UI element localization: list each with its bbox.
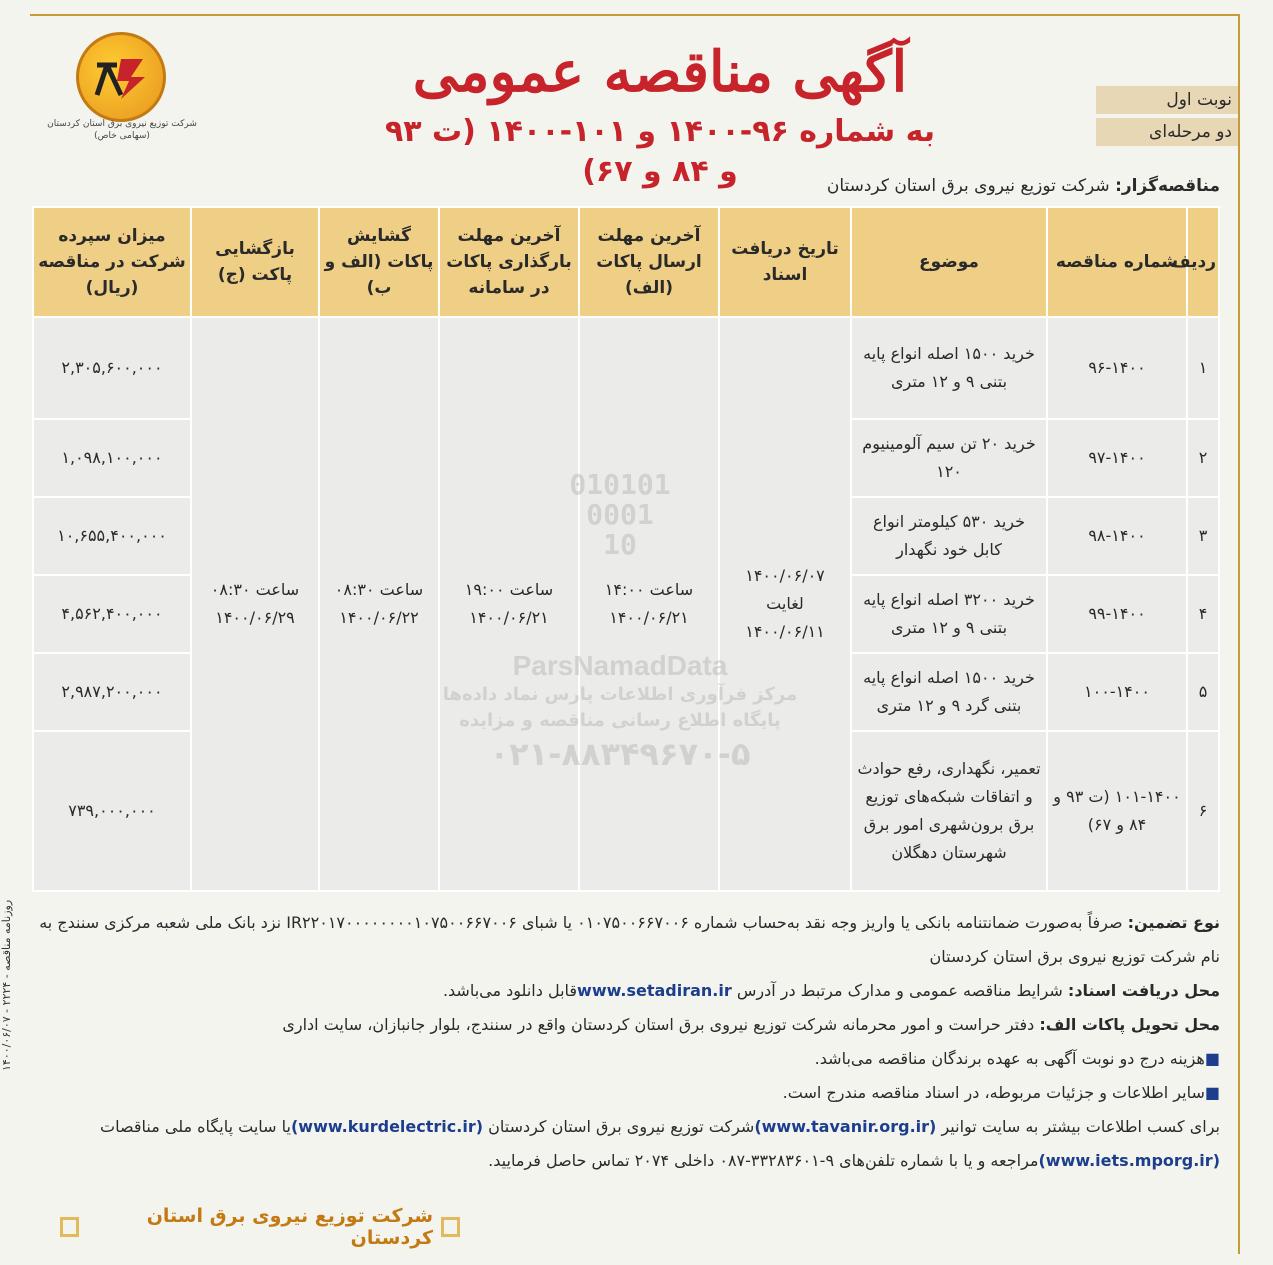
- footer-square-icon: [60, 1217, 79, 1237]
- logo-bolt-icon: [91, 51, 151, 103]
- watermark-binary: 010101: [569, 468, 671, 501]
- docs-tail: قابل دانلود می‌باشد.: [442, 981, 578, 1000]
- row-subject: خرید ۱۵۰۰ اصله انواع پایه بتنی ۹ و ۱۲ متری: [851, 317, 1047, 419]
- tender-number-subtitle: به شماره ۹۶-۱۴۰۰ و ۱۰۱-۱۴۰۰ (ت ۹۳ و ۸۴ و ۶۷): [384, 114, 936, 189]
- opening-c-cell: ساعت ۰۸:۳۰ ۱۴۰۰/۰۶/۲۹: [191, 317, 319, 891]
- holder-value: شرکت توزیع نیروی برق استان کردستان: [826, 176, 1110, 196]
- watermark-name: ParsNamadData: [512, 650, 728, 681]
- docs-text: شرایط مناقصه عمومی و مدارک مرتبط در آدرس: [736, 981, 1063, 1000]
- delivery-text: دفتر حراست و امور محرمانه شرکت توزیع نیروی برق استان کردستان واقع در سنندج، بلوار جانبازان، سایت اداری: [282, 1015, 1035, 1034]
- bullet-square-icon: ■: [1204, 1083, 1220, 1102]
- page-title: آگهی مناقصه عمومی: [412, 39, 908, 105]
- kurdelectric-link[interactable]: (www.kurdelectric.ir): [290, 1117, 484, 1136]
- row-number: ۳: [1187, 497, 1219, 575]
- row-number: ۵: [1187, 653, 1219, 731]
- tender-table: [32, 206, 1220, 892]
- guarantee-note: [20, 906, 1220, 974]
- setadiran-link[interactable]: www.setadiran.ir: [577, 981, 732, 1000]
- row-deposit: ۷۳۹,۰۰۰,۰۰۰: [33, 731, 191, 891]
- header-opening-ab: گشایش پاکات (الف و ب): [319, 207, 439, 317]
- badge-two-stage: دو مرحله‌ای: [1096, 118, 1238, 146]
- row-subject: خرید ۵۳۰ کیلومتر انواع کابل خود نگهدار: [851, 497, 1047, 575]
- row-tender-number: ۹۸-۱۴۰۰: [1047, 497, 1187, 575]
- opening-ab-cell: ساعت ۰۸:۳۰ ۱۴۰۰/۰۶/۲۲: [319, 317, 439, 891]
- info-text: مراجعه و یا با شماره تلفن‌های ۹-۳۳۲۸۳۶۰۱-۰۸۷ داخلی ۲۰۷۴ تماس حاصل فرمایید.: [488, 1151, 1039, 1170]
- docs-note: [20, 974, 1220, 1008]
- footer-square-icon: [441, 1217, 460, 1237]
- badge-first-notice: نوبت اول: [1096, 86, 1238, 114]
- row-subject: خرید ۳۲۰۰ اصله انواع پایه بتنی ۹ و ۱۲ متری: [851, 575, 1047, 653]
- row-deposit: ۱,۰۹۸,۱۰۰,۰۰۰: [33, 419, 191, 497]
- row-subject: خرید ۱۵۰۰ اصله انواع پایه بتنی گرد ۹ و ۱۲ متری: [851, 653, 1047, 731]
- row-tender-number: ۱۰۰-۱۴۰۰: [1047, 653, 1187, 731]
- logo-caption: شرکت توزیع نیروی برق استان کردستان (سهامی خاص): [47, 119, 197, 141]
- header-send-deadline: آخرین مهلت ارسال پاکات (الف): [579, 207, 719, 317]
- row-tender-number: ۹۹-۱۴۰۰: [1047, 575, 1187, 653]
- watermark-line1: مرکز فرآوری اطلاعات پارس نماد داده‌ها: [442, 684, 798, 705]
- docs-label: محل دریافت اسناد:: [1067, 981, 1220, 1000]
- delivery-note: [20, 1008, 1220, 1042]
- guarantee-label: نوع تضمین:: [1127, 913, 1220, 932]
- row-tender-number: ۱۰۱-۱۴۰۰ (ت ۹۳ و ۸۴ و ۶۷): [1047, 731, 1187, 891]
- bullet-square-icon: ■: [1204, 1049, 1220, 1068]
- header-tender-number: شماره مناقصه: [1047, 207, 1187, 317]
- upload-deadline-cell: ساعت ۱۹:۰۰ ۱۴۰۰/۰۶/۲۱: [439, 317, 579, 891]
- row-deposit: ۴,۵۶۲,۴۰۰,۰۰۰: [33, 575, 191, 653]
- header-doc-date: تاریخ دریافت اسناد: [719, 207, 851, 317]
- row-deposit: ۱۰,۶۵۵,۴۰۰,۰۰۰: [33, 497, 191, 575]
- header-subject: موضوع: [851, 207, 1047, 317]
- row-number: ۲: [1187, 419, 1219, 497]
- frame-right-line: [1238, 14, 1252, 1254]
- table-header-row: [33, 207, 1219, 317]
- bullet-item: [20, 1042, 1220, 1076]
- footer-brand: [60, 1205, 460, 1249]
- table-row: [33, 317, 1219, 419]
- info-note: [20, 1110, 1220, 1178]
- delivery-label: محل تحویل پاکات الف:: [1039, 1015, 1220, 1034]
- notes-section: [20, 906, 1220, 1178]
- row-number: ۶: [1187, 731, 1219, 891]
- send-deadline-cell: ساعت ۱۴:۰۰ ۱۴۰۰/۰۶/۲۱: [579, 317, 719, 891]
- info-text: شرکت توزیع نیروی برق استان کردستان: [488, 1117, 755, 1136]
- bullet-text: هزینه درج دو نوبت آگهی به عهده برندگان مناقصه می‌باشد.: [814, 1049, 1205, 1068]
- row-subject: تعمیر، نگهداری، رفع حوادث و اتفاقات شبکه‌های توزیع برق برون‌شهری امور برق شهرستان دهگلان: [851, 731, 1047, 891]
- row-subject: خرید ۲۰ تن سیم آلومینیوم ۱۲۰: [851, 419, 1047, 497]
- header-row-no: ردیف: [1187, 207, 1219, 317]
- row-number: ۱: [1187, 317, 1219, 419]
- watermark-binary: 10: [603, 528, 637, 561]
- holder-label: مناقصه‌گزار:: [1115, 176, 1220, 196]
- watermark-phone: ۰۲۱-۸۸۳۴۹۶۷۰-۵: [489, 735, 751, 773]
- info-text: یا سایت پایگاه ملی مناقصات: [100, 1117, 291, 1136]
- header-upload-deadline: آخرین مهلت بارگذاری پاکات در سامانه: [439, 207, 579, 317]
- tender-holder: [780, 176, 1220, 196]
- footer-company-name: شرکت توزیع نیروی برق استان کردستان: [146, 1205, 434, 1249]
- iets-link[interactable]: (www.iets.mporg.ir): [1038, 1151, 1220, 1170]
- watermark-line2: پایگاه اطلاع رسانی مناقصه و مزایده: [459, 710, 781, 731]
- row-number: ۴: [1187, 575, 1219, 653]
- row-tender-number: ۹۷-۱۴۰۰: [1047, 419, 1187, 497]
- info-text: برای کسب اطلاعات بیشتر به سایت توانیر: [941, 1117, 1220, 1136]
- row-deposit: ۲,۳۰۵,۶۰۰,۰۰۰: [33, 317, 191, 419]
- guarantee-text: صرفاً به‌صورت ضمانتنامه بانکی یا واریز وجه نقد به‌حساب شماره ۰۱۰۷۵۰۰۶۶۷۰۰۶ یا شبای IR۲۲۰۱۷۰۰۰۰۰۰۰۰۱۰۷۵۰۰۶۶۷۰۰۶ نزد بانک ملی شعبه مرکزی سنندج به نام شرکت توزیع نیروی برق استان کردستان: [39, 913, 1220, 966]
- side-note: روزنامه مناقصه - ۲۲۲۴ - ۱۴۰۰/۰۶/۰۷: [0, 900, 13, 1072]
- company-logo: [76, 32, 166, 122]
- row-tender-number: ۹۶-۱۴۰۰: [1047, 317, 1187, 419]
- bullet-item: [20, 1076, 1220, 1110]
- bullet-text: سایر اطلاعات و جزئیات مربوطه، در اسناد مناقصه مندرج است.: [782, 1083, 1205, 1102]
- tavanir-link[interactable]: (www.tavanir.org.ir): [754, 1117, 937, 1136]
- header-deposit: میزان سپرده شرکت در مناقصه (ریال): [33, 207, 191, 317]
- frame-top-line: [30, 14, 1240, 22]
- doc-date-cell: ۱۴۰۰/۰۶/۰۷ لغایت ۱۴۰۰/۰۶/۱۱: [719, 317, 851, 891]
- header-opening-c: بازگشایی پاکت (ج): [191, 207, 319, 317]
- watermark-binary: 0001: [586, 498, 654, 531]
- row-deposit: ۲,۹۸۷,۲۰۰,۰۰۰: [33, 653, 191, 731]
